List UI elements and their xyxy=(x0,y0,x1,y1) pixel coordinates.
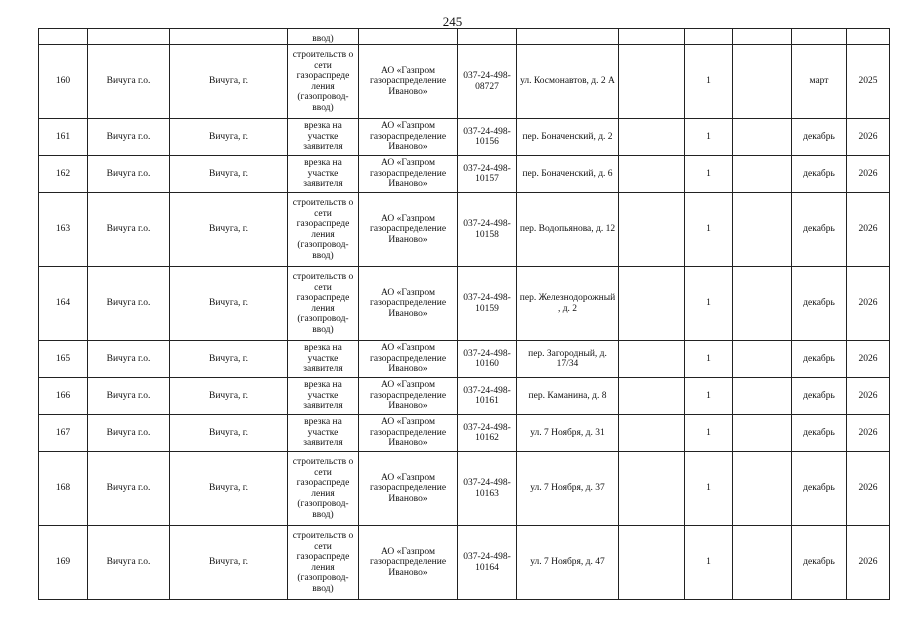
cell-col8 xyxy=(619,45,685,119)
cell-code: 037-24-498-10163 xyxy=(458,452,517,526)
cell-year: 2026 xyxy=(847,378,890,415)
cell-col10 xyxy=(733,267,792,341)
cell-code xyxy=(458,29,517,45)
cell-num: 163 xyxy=(39,193,88,267)
table-row xyxy=(39,341,890,378)
cell-qty: 1 xyxy=(685,156,733,193)
cell-qty: 1 xyxy=(685,452,733,526)
cell-col10 xyxy=(733,415,792,452)
table-row-partial xyxy=(39,29,890,45)
cell-address: пер. Боначенский, д. 6 xyxy=(517,156,619,193)
cell-work-type: строительств о сети газораспреде ления (газопровод-ввод) xyxy=(288,526,359,600)
cell-year: 2026 xyxy=(847,452,890,526)
cell-address: ул. Космонавтов, д. 2 А xyxy=(517,45,619,119)
cell-code: 037-24-498-10156 xyxy=(458,119,517,156)
cell-month: декабрь xyxy=(792,341,847,378)
cell-district: Вичуга г.о. xyxy=(88,452,170,526)
cell-col8 xyxy=(619,156,685,193)
cell-locality: Вичуга, г. xyxy=(170,415,288,452)
cell-work-type: строительств о сети газораспреде ления (газопровод-ввод) xyxy=(288,267,359,341)
cell-locality: Вичуга, г. xyxy=(170,341,288,378)
cell-district: Вичуга г.о. xyxy=(88,45,170,119)
cell-col10 xyxy=(733,156,792,193)
cell-address: ул. 7 Ноября, д. 31 xyxy=(517,415,619,452)
cell-locality: Вичуга, г. xyxy=(170,45,288,119)
cell-locality: Вичуга, г. xyxy=(170,119,288,156)
cell-district: Вичуга г.о. xyxy=(88,119,170,156)
cell-num: 168 xyxy=(39,452,88,526)
cell-month xyxy=(792,29,847,45)
cell-address: пер. Загородный, д. 17/34 xyxy=(517,341,619,378)
cell-address: пер. Железнодорожный , д. 2 xyxy=(517,267,619,341)
cell-address: ул. 7 Ноября, д. 47 xyxy=(517,526,619,600)
cell-num: 167 xyxy=(39,415,88,452)
cell-district: Вичуга г.о. xyxy=(88,526,170,600)
cell-district: Вичуга г.о. xyxy=(88,267,170,341)
cell-col8 xyxy=(619,193,685,267)
cell-district: Вичуга г.о. xyxy=(88,378,170,415)
cell-org: АО «Газпром газораспределение Иваново» xyxy=(359,45,458,119)
cell-code: 037-24-498-10158 xyxy=(458,193,517,267)
cell-col8 xyxy=(619,119,685,156)
cell-qty: 1 xyxy=(685,45,733,119)
cell-district: Вичуга г.о. xyxy=(88,156,170,193)
cell-org: АО «Газпром газораспределение Иваново» xyxy=(359,267,458,341)
cell-month: декабрь xyxy=(792,415,847,452)
table-row xyxy=(39,526,890,600)
cell-locality: Вичуга, г. xyxy=(170,452,288,526)
cell-num: 160 xyxy=(39,45,88,119)
cell-org: АО «Газпром газораспределение Иваново» xyxy=(359,156,458,193)
cell-month: декабрь xyxy=(792,452,847,526)
cell-work-type: ввод) xyxy=(288,29,359,45)
cell-year: 2026 xyxy=(847,156,890,193)
cell-address xyxy=(517,29,619,45)
cell-year: 2026 xyxy=(847,341,890,378)
table-row xyxy=(39,156,890,193)
cell-col8 xyxy=(619,415,685,452)
cell-col10 xyxy=(733,341,792,378)
cell-code: 037-24-498-10162 xyxy=(458,415,517,452)
table-row xyxy=(39,193,890,267)
cell-col8 xyxy=(619,378,685,415)
cell-address: пер. Боначенский, д. 2 xyxy=(517,119,619,156)
cell-code: 037-24-498-10157 xyxy=(458,156,517,193)
cell-month: декабрь xyxy=(792,378,847,415)
cell-num: 164 xyxy=(39,267,88,341)
cell-address: пер. Каманина, д. 8 xyxy=(517,378,619,415)
cell-org xyxy=(359,29,458,45)
cell-col10 xyxy=(733,526,792,600)
cell-locality: Вичуга, г. xyxy=(170,193,288,267)
cell-work-type: строительств о сети газораспреде ления (газопровод-ввод) xyxy=(288,452,359,526)
cell-locality: Вичуга, г. xyxy=(170,156,288,193)
cell-col10 xyxy=(733,29,792,45)
cell-month: декабрь xyxy=(792,156,847,193)
cell-month: декабрь xyxy=(792,119,847,156)
cell-code: 037-24-498-10164 xyxy=(458,526,517,600)
cell-work-type: врезка на участке заявителя xyxy=(288,156,359,193)
cell-month: март xyxy=(792,45,847,119)
cell-work-type: врезка на участке заявителя xyxy=(288,378,359,415)
cell-num: 169 xyxy=(39,526,88,600)
cell-col8 xyxy=(619,267,685,341)
cell-district: Вичуга г.о. xyxy=(88,193,170,267)
cell-num: 166 xyxy=(39,378,88,415)
cell-qty: 1 xyxy=(685,415,733,452)
cell-year: 2025 xyxy=(847,45,890,119)
cell-code: 037-24-498-10161 xyxy=(458,378,517,415)
cell-col10 xyxy=(733,193,792,267)
cell-work-type: врезка на участке заявителя xyxy=(288,341,359,378)
cell-district: Вичуга г.о. xyxy=(88,415,170,452)
cell-code: 037-24-498-08727 xyxy=(458,45,517,119)
cell-month: декабрь xyxy=(792,193,847,267)
cell-year: 2026 xyxy=(847,415,890,452)
cell-col10 xyxy=(733,452,792,526)
cell-work-type: строительств о сети газораспреде ления (газопровод-ввод) xyxy=(288,193,359,267)
cell-district: Вичуга г.о. xyxy=(88,341,170,378)
cell-org: АО «Газпром газораспределение Иваново» xyxy=(359,119,458,156)
cell-year xyxy=(847,29,890,45)
cell-locality: Вичуга, г. xyxy=(170,378,288,415)
page-number: 245 xyxy=(442,14,463,29)
cell-year: 2026 xyxy=(847,526,890,600)
cell-org: АО «Газпром газораспределение Иваново» xyxy=(359,415,458,452)
cell-col8 xyxy=(619,452,685,526)
cell-org: АО «Газпром газораспределение Иваново» xyxy=(359,452,458,526)
cell-qty: 1 xyxy=(685,526,733,600)
table-row xyxy=(39,267,890,341)
cell-year: 2026 xyxy=(847,119,890,156)
table-row xyxy=(39,119,890,156)
cell-year: 2026 xyxy=(847,193,890,267)
cell-locality: Вичуга, г. xyxy=(170,526,288,600)
cell-qty: 1 xyxy=(685,193,733,267)
cell-code: 037-24-498-10160 xyxy=(458,341,517,378)
cell-month: декабрь xyxy=(792,267,847,341)
cell-qty: 1 xyxy=(685,119,733,156)
cell-locality xyxy=(170,29,288,45)
cell-num: 165 xyxy=(39,341,88,378)
cell-work-type: строительств о сети газораспреде ления (газопровод-ввод) xyxy=(288,45,359,119)
table-row xyxy=(39,415,890,452)
cell-org: АО «Газпром газораспределение Иваново» xyxy=(359,526,458,600)
cell-code: 037-24-498-10159 xyxy=(458,267,517,341)
cell-work-type: врезка на участке заявителя xyxy=(288,415,359,452)
cell-col8 xyxy=(619,29,685,45)
cell-year: 2026 xyxy=(847,267,890,341)
table-row xyxy=(39,452,890,526)
cell-org: АО «Газпром газораспределение Иваново» xyxy=(359,341,458,378)
gasification-plan-table xyxy=(38,28,890,600)
cell-col8 xyxy=(619,526,685,600)
cell-col10 xyxy=(733,45,792,119)
cell-org: АО «Газпром газораспределение Иваново» xyxy=(359,378,458,415)
cell-locality: Вичуга, г. xyxy=(170,267,288,341)
table-row xyxy=(39,378,890,415)
table-row xyxy=(39,45,890,119)
cell-work-type: врезка на участке заявителя xyxy=(288,119,359,156)
cell-num xyxy=(39,29,88,45)
cell-address: ул. 7 Ноября, д. 37 xyxy=(517,452,619,526)
cell-month: декабрь xyxy=(792,526,847,600)
cell-col10 xyxy=(733,378,792,415)
cell-num: 162 xyxy=(39,156,88,193)
cell-qty: 1 xyxy=(685,378,733,415)
cell-num: 161 xyxy=(39,119,88,156)
cell-col8 xyxy=(619,341,685,378)
cell-col10 xyxy=(733,119,792,156)
cell-org: АО «Газпром газораспределение Иваново» xyxy=(359,193,458,267)
cell-address: пер. Водопьянова, д. 12 xyxy=(517,193,619,267)
cell-qty: 1 xyxy=(685,267,733,341)
cell-qty xyxy=(685,29,733,45)
cell-district xyxy=(88,29,170,45)
cell-qty: 1 xyxy=(685,341,733,378)
